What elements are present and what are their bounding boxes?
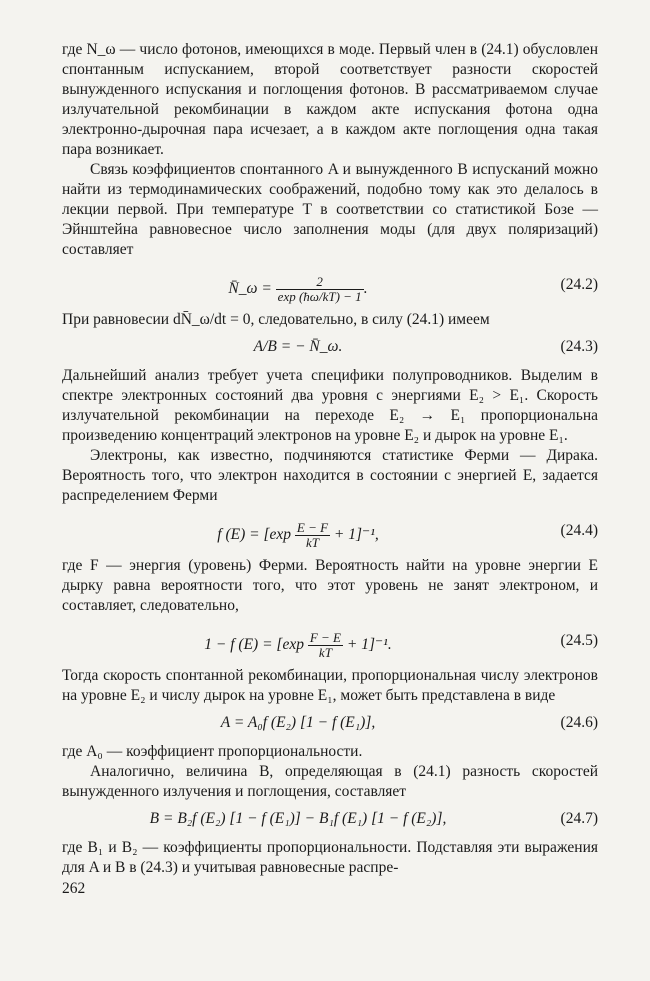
fraction-denominator: exp (ħω/kT) − 1: [277, 289, 362, 304]
paragraph: где F — энергия (уровень) Ферми. Вероятность найти на уровне энергии E дырку равна вероятности того, что этот уровень не занят электроном, и составляет, следовательно,: [62, 557, 598, 614]
page-body: [62, 40, 598, 878]
equation-24-2: [62, 266, 598, 304]
fraction: [295, 521, 330, 550]
equation-number: (24.4): [560, 522, 598, 539]
paragraph: где A₀ — коэффициент пропорциональности.: [62, 743, 363, 760]
paragraph: Дальнейший анализ требует учета специфики полупроводников. Выделим в спектре электронных состояний два уровня с энергиями E₂ > E₁. Скорость излучательной рекомбинации на переходе E₂ → E₁ пропорциональна произведению концентраций электронов на уровне E₂ и дырок на уровне E₁.: [62, 367, 598, 444]
equation-body: A/B = − N̄_ω.: [253, 338, 343, 355]
equation-lhs: 1 − f (E) = [exp: [204, 636, 304, 654]
equation-body: B = B₂f (E₂) [1 − f (E₁)] − B₁f (E₁) [1 − f (E₂)],: [149, 810, 447, 827]
equation-24-6: [62, 713, 598, 735]
equation-number: (24.7): [560, 810, 598, 827]
equation-number: (24.2): [560, 276, 598, 293]
equation-rhs: + 1]⁻¹,: [333, 526, 379, 544]
equation-24-7: [62, 809, 598, 831]
fraction-denominator: kT: [318, 645, 332, 660]
fraction: [308, 631, 343, 660]
equation-lhs: f (E) = [exp: [217, 526, 291, 544]
fraction-denominator: kT: [305, 535, 319, 550]
paragraph: При равновесии dN̄_ω/dt = 0, следовательно, в силу (24.1) имеем: [62, 311, 490, 328]
equation-number: (24.6): [560, 714, 598, 731]
fraction-numerator: E − F: [296, 520, 329, 535]
paragraph: Аналогично, величина B, определяющая в (24.1) разность скоростей вынужденного излучения и поглощения, составляет: [62, 763, 598, 800]
paragraph: где B₁ и B₂ — коэффициенты пропорциональности. Подставляя эти выражения для A и B в (24.3) и учитывая равновесные распре-: [62, 839, 598, 876]
equation-number: (24.3): [560, 338, 598, 355]
equation-number: (24.5): [560, 632, 598, 649]
equation-body: A = A₀f (E₂) [1 − f (E₁)],: [220, 714, 376, 731]
paragraph: Связь коэффициентов спонтанного A и вынужденного B испусканий можно найти из термодинамических соображений, подобно тому как это делалось в лекции первой. При температуре T в соответствии со статистикой Бозе — Эйнштейна равновесное число заполнения моды (для двух поляризаций) составляет: [62, 161, 598, 258]
equation-lhs: N̄_ω =: [228, 280, 272, 298]
page-number: 262: [62, 880, 86, 897]
paragraph: где N_ω — число фотонов, имеющихся в моде. Первый член в (24.1) обусловлен спонтанным испусканием, второй соответствует разности скоростей вынужденного испускания и поглощения фотонов. В рассматриваемом случае излучательной рекомбинации в каждом акте испускания фотона одна электронно-дырочная пара исчезает, а в каждом акте поглощения одна такая пара возникает.: [62, 41, 598, 158]
paragraph: Тогда скорость спонтанной рекомбинации, пропорциональная числу электронов на уровне E₂ и числу дырок на уровне E₁, может быть представлена в виде: [62, 667, 598, 704]
fraction-numerator: 2: [276, 275, 364, 290]
fraction: [276, 275, 364, 304]
equation-24-3: [62, 337, 598, 359]
equation-end: .: [363, 280, 368, 298]
fraction-numerator: F − E: [309, 630, 341, 645]
equation-rhs: + 1]⁻¹.: [346, 636, 392, 654]
paragraph: Электроны, как известно, подчиняются статистике Ферми — Дирака. Вероятность того, что электрон находится в состоянии с энергией E, задается распределением Ферми: [62, 447, 598, 504]
equation-24-4: [62, 512, 598, 550]
equation-24-5: [62, 622, 598, 660]
